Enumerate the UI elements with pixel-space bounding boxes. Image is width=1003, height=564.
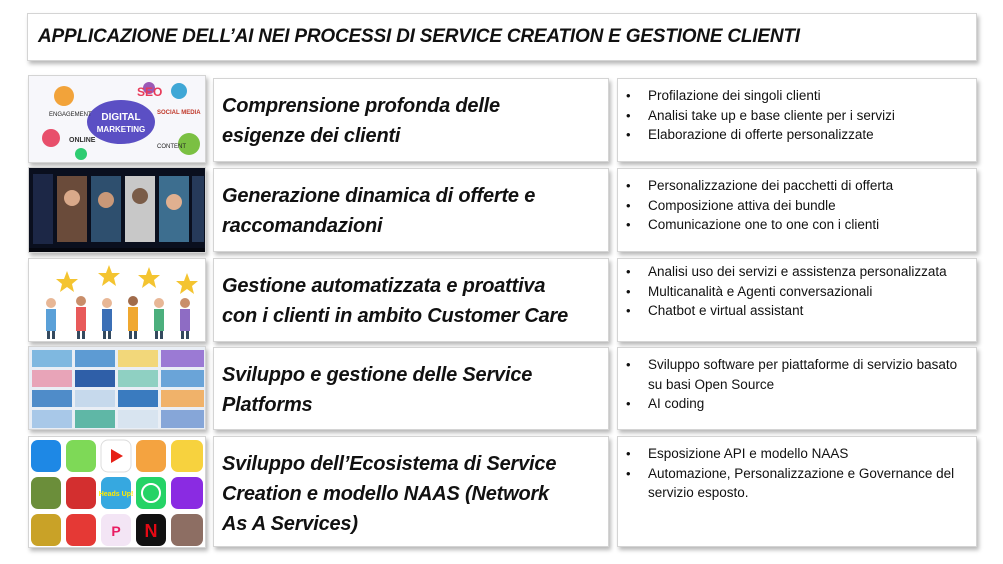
row-3-bullet-list bbox=[618, 262, 972, 321]
people-stars-icon bbox=[29, 259, 206, 342]
list-item: • Elaborazione di offerte personalizzate bbox=[618, 125, 972, 145]
collage-text-5: CONTENT bbox=[157, 144, 186, 150]
row-1-heading bbox=[222, 91, 602, 151]
page-title: APPLICAZIONE DELL’AI NEI PROCESSI DI SERVICE CREATION E GESTIONE CLIENTI bbox=[38, 26, 800, 47]
netflix-text: N bbox=[144, 521, 158, 541]
list-item: • Esposizione API e modello NAAS bbox=[618, 444, 972, 464]
collage-text-2: MARKETING bbox=[96, 125, 146, 134]
row-5-heading-line-2: Creation e modello NAAS (Network bbox=[222, 483, 549, 505]
row-3-heading-box bbox=[213, 258, 609, 342]
list-item: • Personalizzazione dei pacchetti di offerta bbox=[618, 176, 972, 196]
row-5-heading-box bbox=[213, 436, 609, 547]
row-5-heading bbox=[222, 449, 602, 539]
app-icons-grid-icon bbox=[29, 437, 206, 548]
tv-catalogue-icon bbox=[29, 168, 206, 253]
row-2-heading-line-2: raccomandazioni bbox=[222, 215, 383, 237]
row-4-heading-line-2: Platforms bbox=[222, 394, 313, 416]
row-4-heading-line-1: Sviluppo e gestione delle Service bbox=[222, 364, 533, 386]
list-item: • Composizione attiva dei bundle bbox=[618, 196, 972, 216]
row-3-heading-line-2: con i clienti in ambito Customer Care bbox=[222, 305, 568, 327]
list-item: • AI coding bbox=[618, 394, 972, 414]
row-5-heading-line-3: As A Services) bbox=[222, 513, 358, 535]
row-5-heading-line-1: Sviluppo dell’Ecosistema di Service bbox=[222, 453, 557, 475]
row-2-heading bbox=[222, 181, 602, 241]
list-item: • Profilazione dei singoli clienti bbox=[618, 86, 972, 106]
row-5-bullets-box bbox=[617, 436, 977, 547]
row-5-bullet-list bbox=[618, 444, 972, 503]
collage-text-4: ENGAGEMENT bbox=[49, 112, 92, 118]
svg-text:P: P bbox=[111, 523, 121, 539]
row-1-heading-line-2: esigenze dei clienti bbox=[222, 125, 401, 147]
row-3-heading bbox=[222, 271, 602, 331]
list-item: • Comunicazione one to one con i clienti bbox=[618, 215, 972, 235]
row-4-heading bbox=[222, 360, 602, 420]
row-4-heading-box bbox=[213, 347, 609, 430]
digital-marketing-image bbox=[28, 75, 206, 163]
list-item: • Sviluppo software per piattaforme di servizio basato su basi Open Source bbox=[618, 355, 972, 394]
list-item: • Automazione, Personalizzazione e Governance del servizio esposto. bbox=[618, 464, 972, 503]
customer-care-image bbox=[28, 258, 206, 342]
row-1-heading-box bbox=[213, 78, 609, 162]
platform-thumbnails-icon bbox=[29, 347, 206, 430]
row-3-heading-line-1: Gestione automatizzata e proattiva bbox=[222, 275, 546, 297]
row-1-bullet-list bbox=[618, 86, 972, 145]
row-2-bullets-box bbox=[617, 168, 977, 252]
row-4-bullets-box bbox=[617, 347, 977, 430]
list-item: • Analisi uso dei servizi e assistenza personalizzata bbox=[618, 262, 972, 282]
row-1-bullets-box bbox=[617, 78, 977, 162]
row-2-bullet-list bbox=[618, 176, 972, 235]
list-item: • Chatbot e virtual assistant bbox=[618, 301, 972, 321]
digital-marketing-collage-icon bbox=[29, 76, 206, 163]
heads-up-text: Heads Up! bbox=[98, 491, 134, 498]
app-ecosystem-image bbox=[28, 436, 206, 548]
row-3-bullets-box bbox=[617, 258, 977, 342]
collage-text-6: ONLINE bbox=[69, 137, 96, 144]
row-1-heading-line-1: Comprensione profonda delle bbox=[222, 95, 500, 117]
list-item: • Multicanalità e Agenti conversazionali bbox=[618, 282, 972, 302]
list-item: • Analisi take up e base cliente per i servizi bbox=[618, 106, 972, 126]
title-banner bbox=[27, 13, 977, 61]
collage-text-3: SEO bbox=[137, 85, 163, 99]
collage-text-7: SOCIAL MEDIA bbox=[157, 110, 201, 116]
row-2-heading-box bbox=[213, 168, 609, 252]
row-4-bullet-list bbox=[618, 355, 972, 414]
service-platforms-image bbox=[28, 346, 206, 430]
collage-text-1: DIGITAL bbox=[101, 112, 141, 123]
row-2-heading-line-1: Generazione dinamica di offerte e bbox=[222, 185, 536, 207]
tv-screen-image bbox=[28, 167, 206, 253]
